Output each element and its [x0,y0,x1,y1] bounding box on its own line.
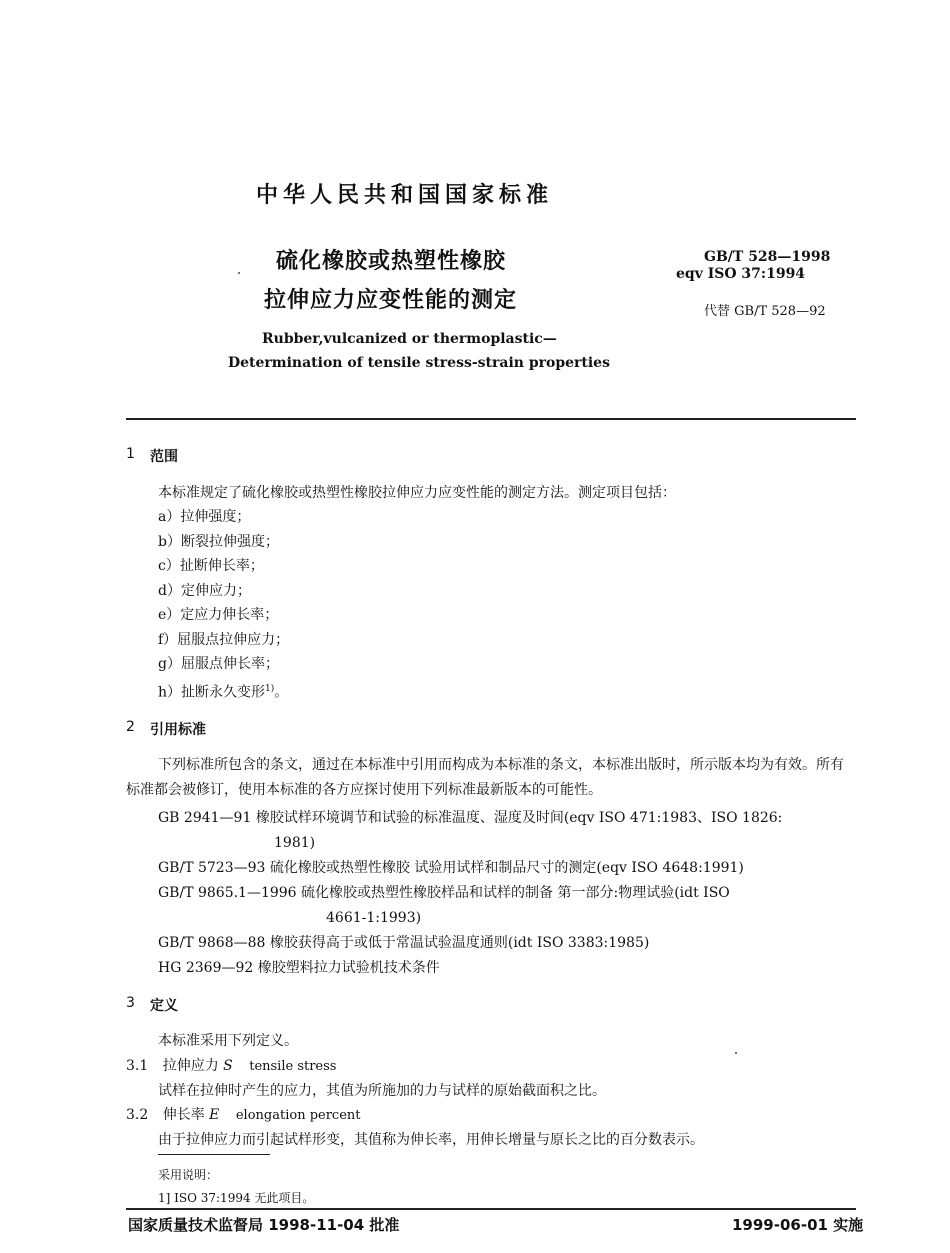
reference-line: GB 2941—91 橡胶试样环境调节和试验的标准温度、湿度及时间(eqv ISO 471:1983、ISO 1826: [158,810,783,826]
list-item: c）扯断伸长率； [158,558,264,574]
title-zh-line2: 拉伸应力应变性能的测定 [264,287,518,313]
standard-number: GB/T 528—1998 [704,249,831,265]
section3-title: 定义 [150,998,178,1014]
definition-3-2-text: 由于拉伸应力而引起试样形变，其值称为伸长率，用伸长增量与原长之比的百分数表示。 [158,1132,704,1148]
approval-date: 国家质量技术监督局 1998-11-04 批准 [128,1216,400,1234]
list-item: b）断裂拉伸强度； [158,533,279,550]
list-item: a）拉伸强度； [158,509,251,525]
definition-term: 拉伸应力 [162,1058,219,1074]
reference-line: GB/T 9868—88 橡胶获得高于或低于常温试验温度通则(idt ISO 3383:1985) [158,935,650,951]
list-item-last [158,677,289,702]
definition-3-2 [126,1103,361,1129]
title-zh-line1: 硫化橡胶或热塑性橡胶 [276,248,507,274]
replaces-standard: 代替 GB/T 528—92 [704,304,826,319]
notes-item: 1] ISO 37:1994 无此项目。 [158,1191,315,1205]
scan-speck [735,1052,737,1054]
reference-line-cont: 1981) [274,835,316,851]
definition-number: 3.2 [126,1107,149,1123]
footnote-divider [158,1154,270,1155]
definition-number: 3.1 [126,1058,149,1074]
list-item: e）定应力伸长率； [158,607,279,623]
header-divider [126,418,856,420]
definition-english: tensile stress [249,1059,337,1074]
equivalent-standard: eqv ISO 37:1994 [676,266,806,282]
effective-date: 1999-06-01 实施 [732,1216,864,1234]
definition-3-1-text: 试样在拉伸时产生的应力，其值为所施加的力与试样的原始截面积之比。 [158,1083,606,1099]
list-item: d）定伸应力； [158,582,251,599]
list-item: f）屈服点拉伸应力； [158,631,290,648]
reference-line: GB/T 5723—93 硫化橡胶或热塑性橡胶 试验用试样和制品尺寸的测定(eqv ISO 4648:1991) [158,860,744,876]
reference-line: GB/T 9865.1—1996 硫化橡胶或热塑性橡胶样品和试样的制备 第一部分:物理试验(idt ISO [158,885,730,901]
list-item-text: h）扯断永久变形 [158,684,266,701]
definition-symbol: S [223,1058,233,1074]
title-en-line1: Rubber,vulcanized or thermoplastic— [262,331,557,347]
scan-speck [238,272,240,274]
section1-intro: 本标准规定了硫化橡胶或热塑性橡胶拉伸应力应变性能的测定方法。测定项目包括： [158,485,676,501]
definition-english: elongation percent [235,1108,361,1123]
reference-line: HG 2369—92 橡胶塑料拉力试验机技术条件 [158,960,440,976]
notes-label: 采用说明： [158,1168,219,1182]
footnote-marker: 1) [265,683,275,694]
section3-number: 3 [126,995,135,1011]
reference-line-cont: 4661-1:1993) [326,910,422,926]
section3-intro: 本标准采用下列定义。 [158,1033,298,1049]
list-item-end: 。 [274,684,289,701]
title-en-line2: Determination of tensile stress-strain properties [228,355,610,371]
section2-number: 2 [126,719,135,735]
list-item: g）屈服点伸长率； [158,656,279,672]
definition-symbol: E [209,1107,220,1123]
section2-title: 引用标准 [150,722,206,738]
scope-item-list [158,505,289,701]
section1-number: 1 [126,446,135,462]
normative-references [158,806,858,981]
footer-divider [126,1208,856,1210]
section1-title: 范围 [150,449,178,465]
definition-3-1 [126,1054,336,1080]
country-standard-heading: 中华人民共和国国家标准 [256,182,554,208]
section2-intro: 下列标准所包含的条文，通过在本标准中引用而构成为本标准的条文，本标准出版时，所示版本均为有效。所有标准都会被修订，使用本标准的各方应探讨使用下列标准最新版本的可能性。 [126,757,844,798]
definition-term: 伸长率 [162,1107,205,1123]
